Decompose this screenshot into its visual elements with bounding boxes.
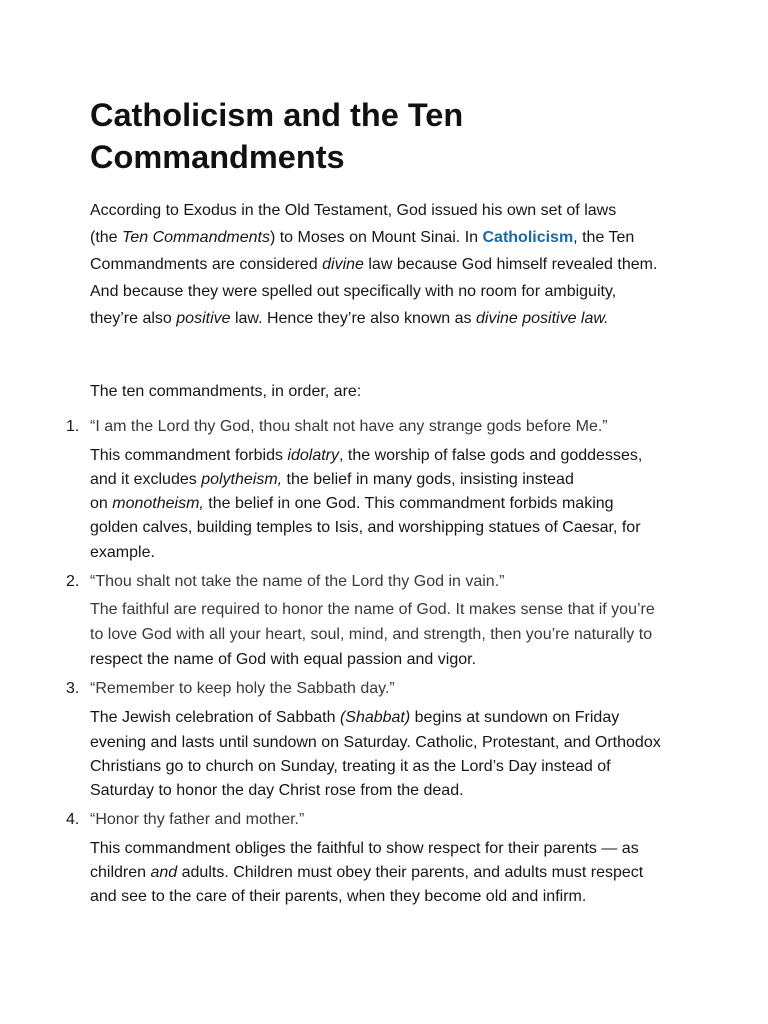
catholicism-link[interactable]: Catholicism [482, 229, 574, 246]
description-emphasis: (Shabbat) [339, 709, 411, 726]
intro-emphasis: Ten Commandments [122, 229, 270, 246]
intro-text: (the [90, 229, 123, 246]
description-emphasis: monotheism, [112, 495, 204, 512]
intro-text: , the Ten [573, 229, 635, 246]
description-emphasis: idolatry [287, 447, 339, 464]
intro-emphasis: positive [176, 310, 231, 327]
description-text: The Jewish celebration of Sabbath [90, 709, 340, 726]
intro-line-2 [90, 228, 634, 248]
intro-emphasis: divine [322, 256, 364, 273]
commandment-description-line: evening and lasts until sundown on Saturday. Catholic, Protestant, and Orthodox [90, 734, 661, 751]
commandment-number: 3. [66, 680, 80, 697]
commandment-quote: “Honor thy father and mother.” [90, 811, 305, 828]
commandment-description-line: to love God with all your heart, soul, mind, and strength, then you’re naturally to [90, 626, 653, 643]
commandment-description-line: The faithful are required to honor the name of God. It makes sense that if you’re [90, 601, 655, 618]
commandment-quote: “Remember to keep holy the Sabbath day.” [90, 680, 395, 697]
description-text: the belief in many gods, insisting instead [282, 471, 574, 488]
intro-line-3 [90, 255, 657, 275]
intro-line-4 [90, 282, 616, 302]
intro-text: they’re also [90, 310, 177, 327]
commandment-number: 2. [66, 573, 80, 590]
description-text: , the worship of false gods and goddesses, [338, 447, 643, 464]
description-text: the belief in one God. This commandment forbids making [203, 495, 614, 512]
description-text: children [90, 864, 151, 881]
intro-text: Commandments are considered [90, 256, 323, 273]
commandment-description-line: and see to the care of their parents, when they become old and infirm. [90, 888, 587, 905]
intro-text: ) to Moses on Mount Sinai. In [269, 229, 483, 246]
intro-line-1 [90, 201, 616, 221]
description-text: begins at sundown on Friday [410, 709, 620, 726]
commandment-description-line [90, 863, 643, 883]
commandment-description-line: golden calves, building temples to Isis, and worshipping statues of Caesar, for [90, 519, 641, 536]
commandment-description-line [90, 708, 619, 728]
page-title: Catholicism and the Ten Commandments [90, 97, 464, 175]
commandment-description-line: example. [90, 544, 155, 561]
intro-text: law because God himself revealed them. [363, 256, 658, 273]
list-intro: The ten commandments, in order, are: [90, 383, 362, 400]
description-text: and it excludes [90, 471, 202, 488]
commandment-description-line [90, 494, 614, 514]
commandment-quote: “Thou shalt not take the name of the Lord thy God in vain.” [90, 573, 505, 590]
intro-text: According to Exodus in the Old Testament, God issued his own set of laws [90, 202, 617, 219]
intro-emphasis: divine positive law. [475, 310, 609, 327]
intro-line-5 [90, 309, 609, 329]
commandment-description-line [90, 446, 642, 466]
commandment-number: 4. [66, 811, 80, 828]
commandment-description-line: respect the name of God with equal passion and vigor. [90, 651, 477, 668]
description-text: on [90, 495, 113, 512]
description-emphasis: polytheism, [201, 471, 283, 488]
description-text: This commandment forbids [90, 447, 288, 464]
intro-text: And because they were spelled out specifically with no room for ambiguity, [90, 283, 617, 300]
commandment-description-line: This commandment obliges the faithful to show respect for their parents — as [90, 840, 639, 857]
commandment-description-line [90, 470, 574, 490]
commandment-quote: “I am the Lord thy God, thou shalt not have any strange gods before Me.” [90, 418, 608, 435]
description-emphasis: and [150, 864, 178, 881]
commandment-description-line: Saturday to honor the day Christ rose from the dead. [90, 782, 464, 799]
commandment-description-line: Christians go to church on Sunday, treating it as the Lord’s Day instead of [90, 758, 611, 775]
description-text: adults. Children must obey their parents, and adults must respect [177, 864, 644, 881]
commandment-number: 1. [66, 418, 80, 435]
intro-text: law. Hence they’re also known as [230, 310, 476, 327]
